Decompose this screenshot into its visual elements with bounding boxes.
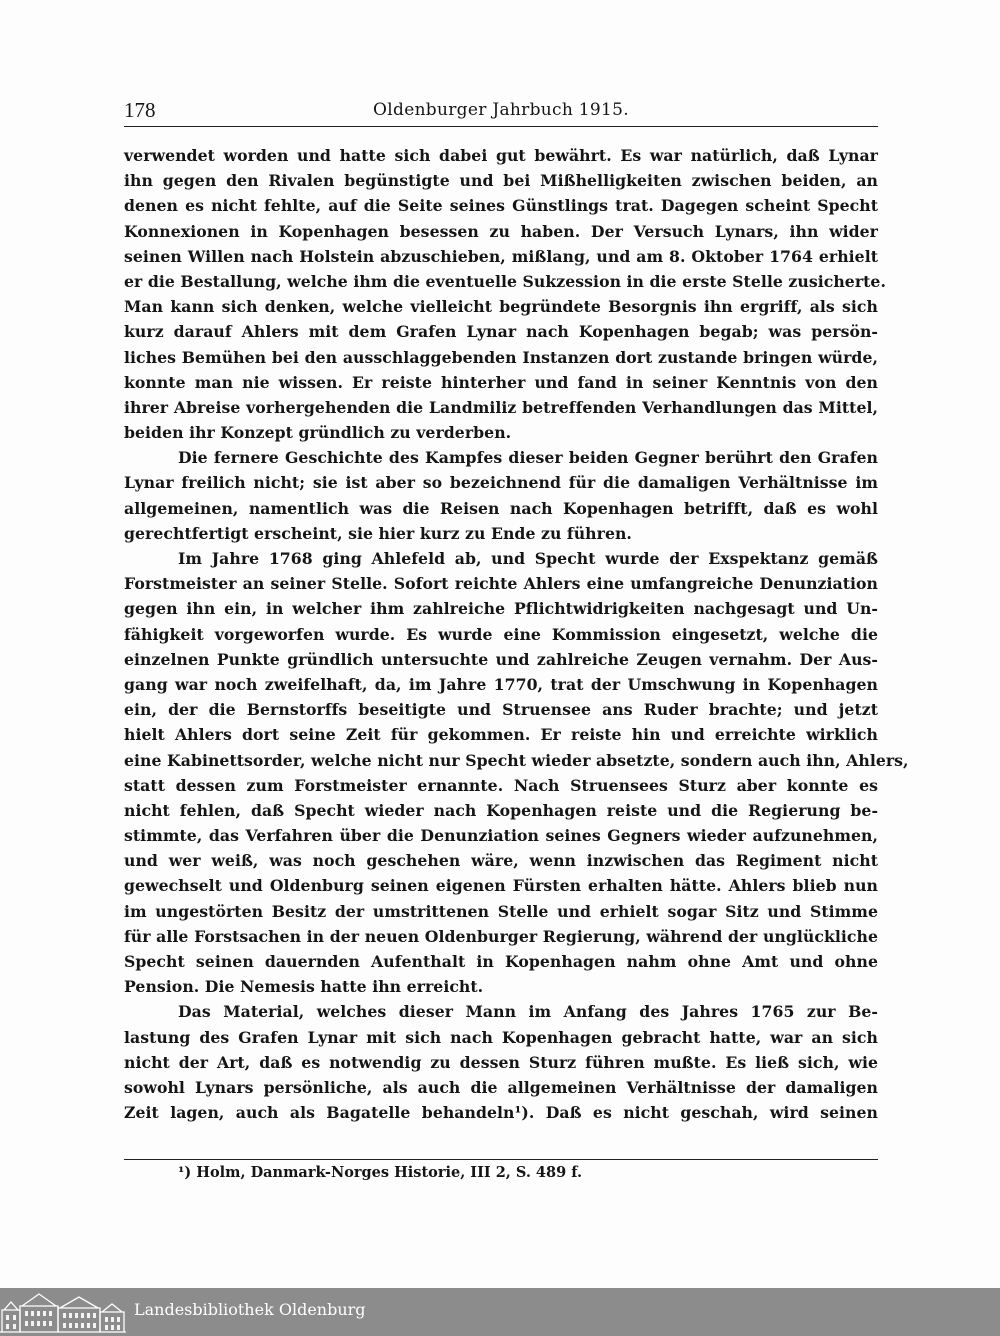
text-line: Lynar freilich nicht; sie ist aber so bezeichnend für die damaligen Verhältnisse im — [124, 473, 878, 493]
text-line: verwendet worden und hatte sich dabei gut bewährt. Es war natürlich, daß Lynar — [124, 146, 878, 165]
text-line: gegen ihn ein, in welcher ihm zahlreiche Pflichtwidrigkeiten nachgesagt und Un- — [124, 599, 878, 619]
library-building-icon — [0, 1288, 126, 1336]
text-line: liches Bemühen bei den ausschlaggebenden Instanzen dort zustande bringen würde, — [124, 347, 878, 367]
text-line: nicht der Art, daß es notwendig zu dessen Sturz führen mußte. Es ließ sich, wie — [124, 1052, 878, 1072]
text-line: Forstmeister an seiner Stelle. Sofort reichte Ahlers eine umfangreiche Denunziation — [124, 574, 878, 594]
text-line: kurz darauf Ahlers mit dem Grafen Lynar nach Kopenhagen begab; was persön- — [124, 322, 878, 342]
text-line: und wer weiß, was noch geschehen wäre, wenn inzwischen das Regiment nicht — [124, 851, 878, 871]
text-line: stimmte, das Verfahren über die Denunziation seines Gegners wieder aufzunehmen, — [124, 826, 878, 846]
running-title: Oldenburger Jahrbuch 1915. — [373, 100, 629, 120]
text-line: Das Material, welches dieser Mann im Anfang des Jahres 1765 zur Be- — [178, 1002, 878, 1022]
text-line: lastung des Grafen Lynar mit sich nach Kopenhagen gebracht hatte, war an sich — [124, 1027, 878, 1047]
library-name: Landesbibliothek Oldenburg — [134, 1300, 366, 1319]
text-line: einzelnen Punkte gründlich untersuchte und zahlreiche Zeugen vernahm. Der Aus- — [124, 649, 878, 669]
text-line: eine Kabinettsorder, welche nicht nur Specht wieder absetzte, sondern auch ihn, Ahlers, — [124, 750, 909, 770]
text-line: ihrer Abreise vorhergehenden die Landmiliz betreffenden Verhandlungen das Mittel, — [124, 397, 878, 417]
footnote-divider — [124, 1159, 878, 1160]
text-line: konnte man nie wissen. Er reiste hinterher und fand in seiner Kenntnis von den — [124, 372, 878, 392]
text-line: er die Bestallung, welche ihm die eventuelle Sukzession in die erste Stelle zusicherte. — [124, 271, 886, 291]
footnote: ¹) Holm, Danmark-Norges Historie, III 2, S. 489 f. — [178, 1164, 583, 1181]
text-line: Specht seinen dauernden Aufenthalt in Kopenhagen nahm ohne Amt und ohne — [124, 952, 878, 971]
text-line: Man kann sich denken, welche vielleicht begründete Besorgnis ihn ergriff, als sich — [124, 297, 878, 317]
text-line: seinen Willen nach Holstein abzuschieben, mißlang, und am 8. Oktober 1764 erhielt — [124, 246, 878, 266]
text-line: allgemeinen, namentlich was die Reisen nach Kopenhagen betrifft, daß es wohl — [124, 498, 878, 518]
text-line: hielt Ahlers dort seine Zeit für gekommen. Er reiste hin und erreichte wirklich — [124, 725, 878, 745]
text-line: Konnexionen in Kopenhagen besessen zu haben. Der Versuch Lynars, ihn wider — [124, 221, 878, 241]
text-line: ihn gegen den Rivalen begünstigte und bei Mißhelligkeiten zwischen beiden, an — [124, 171, 878, 191]
text-line: gewechselt und Oldenburg seinen eigenen Fürsten erhalten hätte. Ahlers blieb nun — [124, 876, 878, 896]
text-line: sowohl Lynars persönliche, als auch die allgemeinen Verhältnisse der damaligen — [124, 1077, 878, 1097]
text-line: Zeit lagen, auch als Bagatelle behandeln¹). Daß es nicht geschah, wird seinen — [124, 1103, 878, 1123]
text-line: gang war noch zweifelhaft, da, im Jahre 1770, trat der Umschwung in Kopenhagen — [124, 674, 878, 694]
text-line: statt dessen zum Forstmeister ernannte. Nach Struensees Sturz aber konnte es — [124, 775, 878, 795]
page-header — [124, 96, 878, 127]
text-line: für alle Forstsachen in der neuen Oldenburger Regierung, während der unglückliche — [124, 926, 878, 946]
text-line: beiden ihr Konzept gründlich zu verderben. — [124, 423, 512, 443]
library-footer — [0, 1288, 1000, 1336]
page-number: 178 — [124, 98, 156, 122]
text-line: gerechtfertigt erscheint, sie hier kurz zu Ende zu führen. — [124, 523, 632, 543]
text-line: ein, der die Bernstorffs beseitigte und Struensee ans Ruder brachte; und jetzt — [124, 700, 878, 720]
text-line: nicht fehlen, daß Specht wieder nach Kopenhagen reiste und die Regierung be- — [124, 800, 878, 820]
text-line: Im Jahre 1768 ging Ahlefeld ab, und Specht wurde der Exspektanz gemäß — [178, 549, 878, 568]
text-line: fähigkeit vorgeworfen wurde. Es wurde eine Kommission eingesetzt, welche die — [124, 624, 878, 644]
text-line: denen es nicht fehlte, auf die Seite seines Günstlings trat. Dagegen scheint Specht — [124, 196, 878, 216]
text-line: Die fernere Geschichte des Kampfes dieser beiden Gegner berührt den Grafen — [178, 448, 878, 468]
text-line: Pension. Die Nemesis hatte ihn erreicht. — [124, 977, 484, 997]
text-line: im ungestörten Besitz der umstrittenen Stelle und erhielt sogar Sitz und Stimme — [124, 901, 878, 921]
body-text — [124, 143, 909, 1125]
